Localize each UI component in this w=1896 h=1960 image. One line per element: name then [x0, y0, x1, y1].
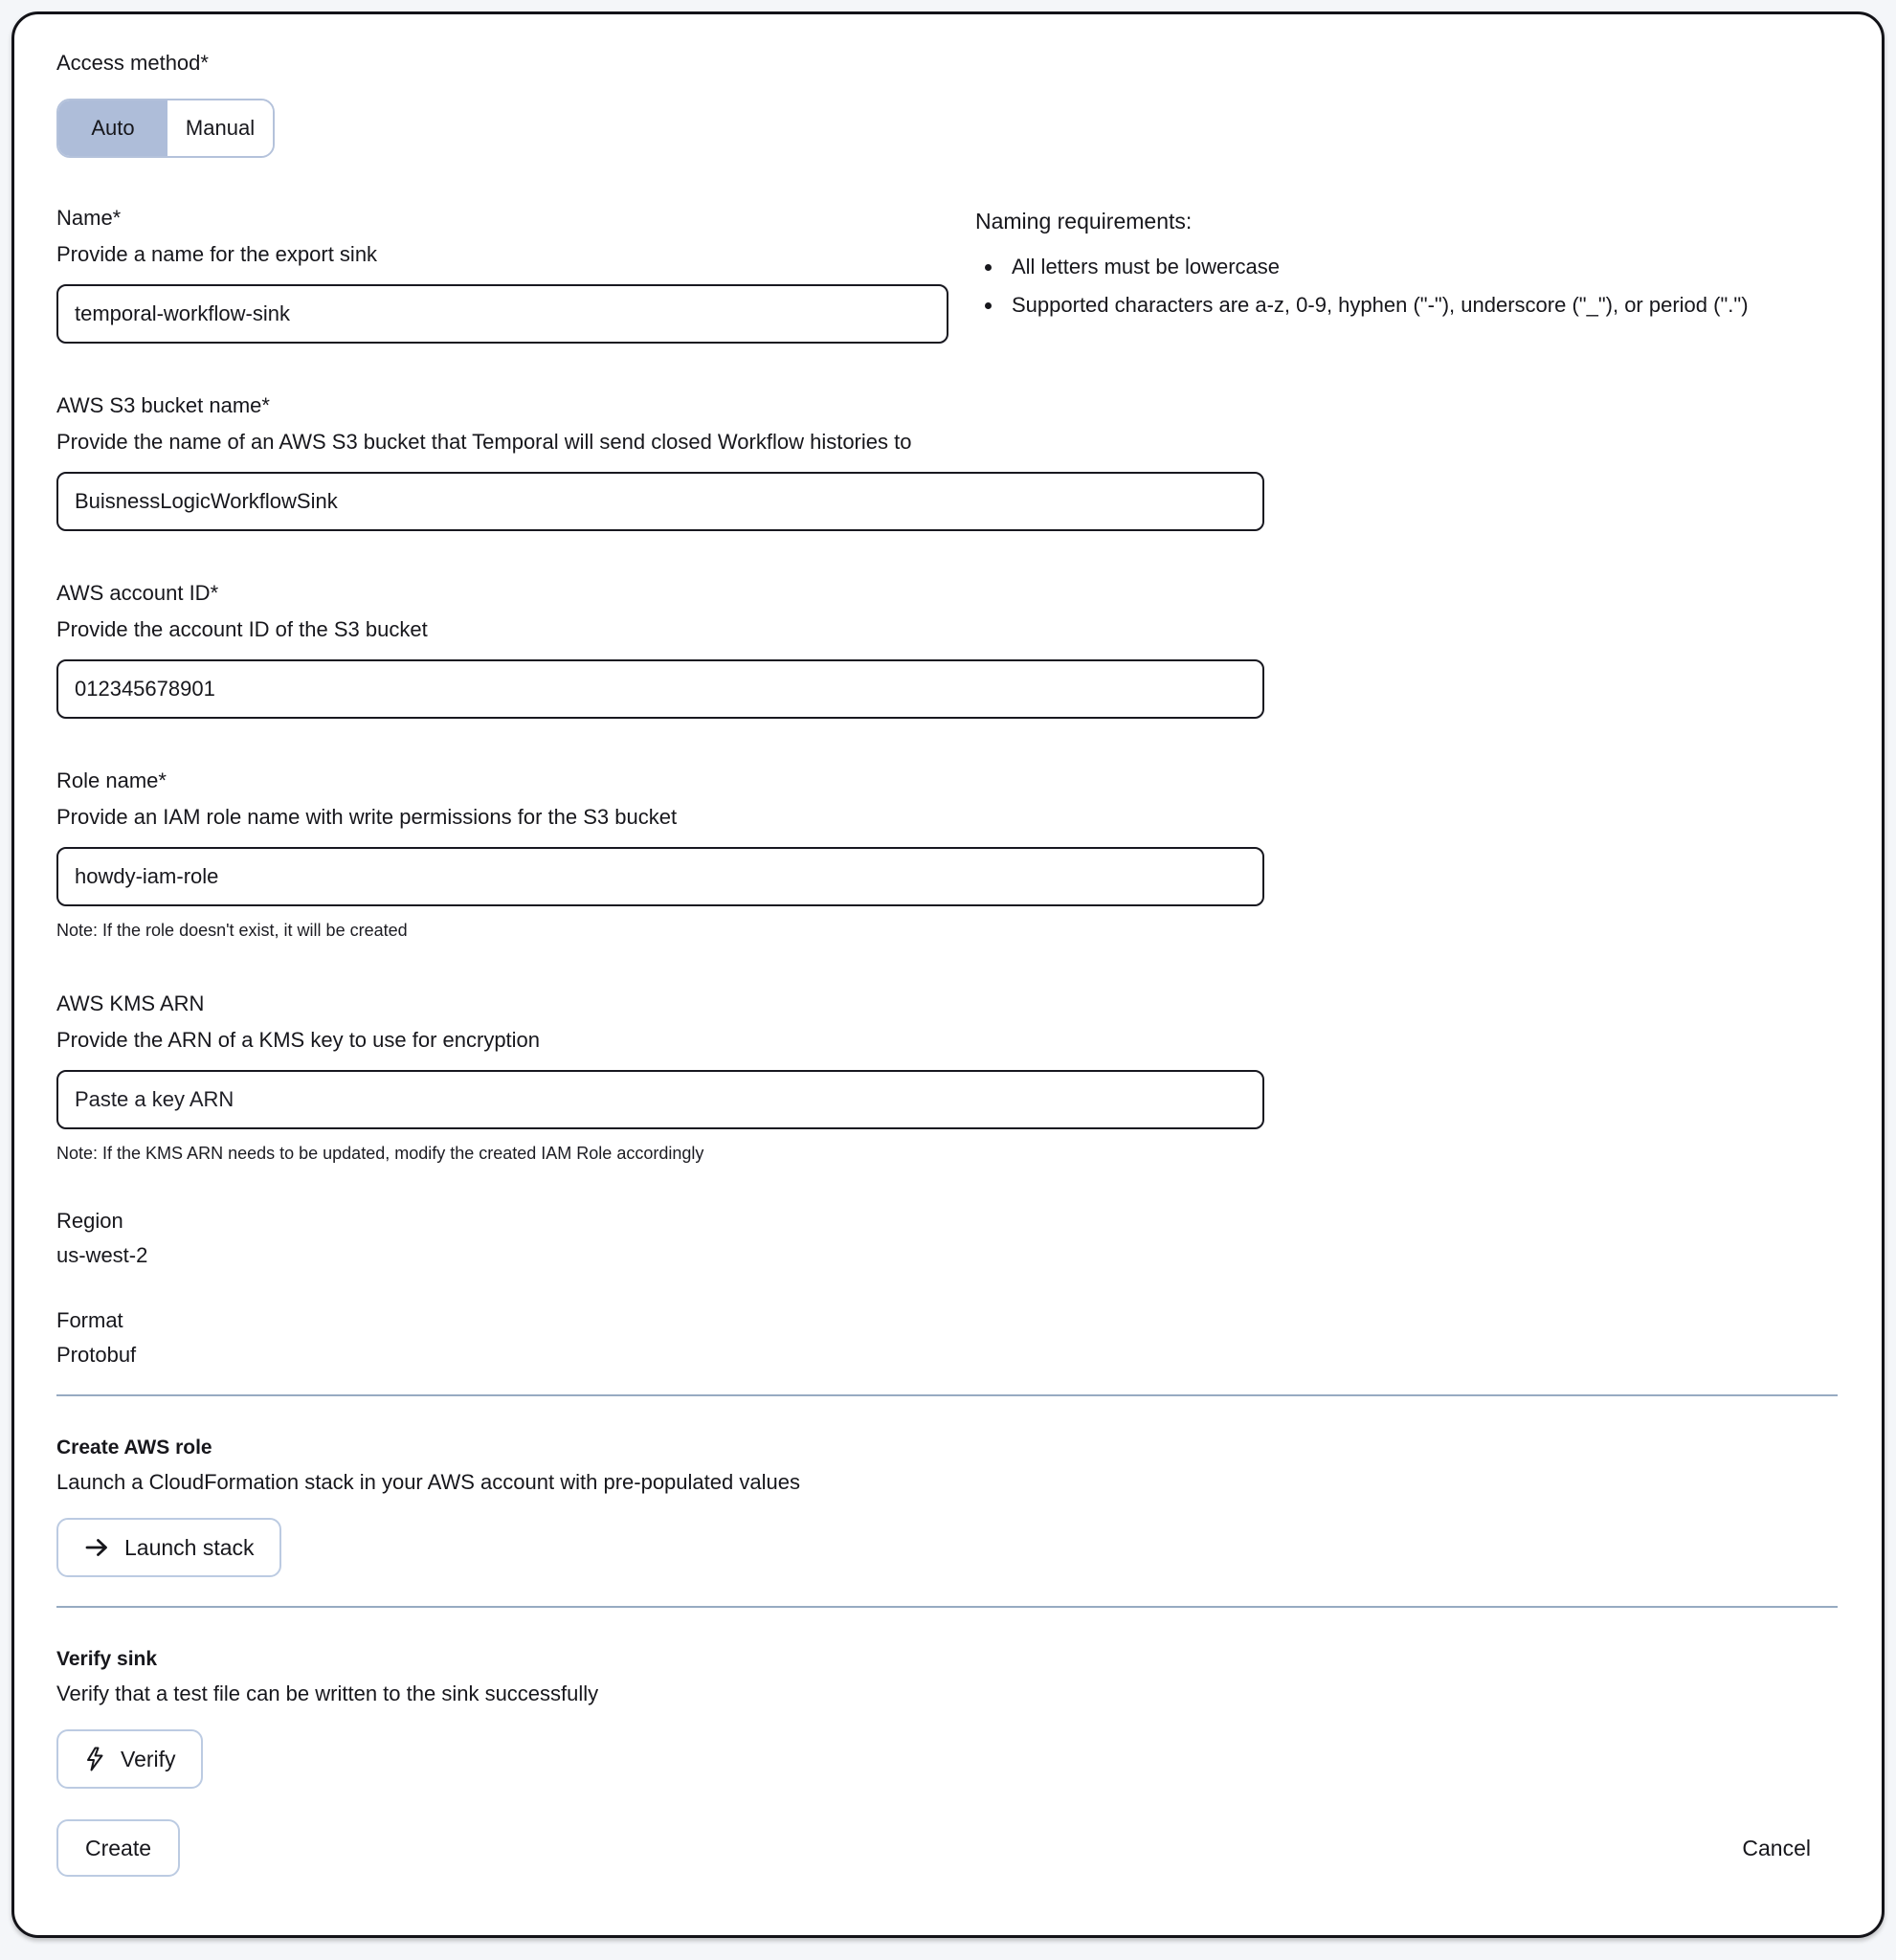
launch-stack-button[interactable] — [56, 1518, 281, 1577]
account-id-label: AWS account ID* — [56, 581, 219, 605]
s3-bucket-input[interactable] — [56, 472, 1264, 531]
create-button[interactable]: Create — [56, 1819, 180, 1877]
verify-button[interactable] — [56, 1729, 203, 1789]
divider — [56, 1394, 1838, 1396]
region-value: us-west-2 — [56, 1243, 148, 1267]
create-aws-role-title: Create AWS role — [56, 1437, 212, 1459]
export-sink-form-card — [11, 11, 1885, 1938]
access-method-option-auto[interactable]: Auto — [58, 100, 167, 156]
verify-button-label: Verify — [121, 1746, 176, 1771]
divider — [56, 1606, 1838, 1608]
s3-bucket-description: Provide the name of an AWS S3 bucket that Temporal will send closed Workflow histories to — [56, 430, 912, 454]
name-input[interactable] — [56, 284, 948, 344]
kms-arn-description: Provide the ARN of a KMS key to use for encryption — [56, 1028, 541, 1052]
format-label: Format — [56, 1308, 123, 1332]
launch-stack-button-label: Launch stack — [124, 1534, 255, 1560]
create-aws-role-description: Launch a CloudFormation stack in your AWS account with pre-populated values — [56, 1470, 800, 1494]
access-method-toggle — [56, 99, 275, 158]
naming-requirement-item: • All letters must be lowercase — [1004, 248, 1838, 286]
account-id-description: Provide the account ID of the S3 bucket — [56, 617, 428, 641]
lightning-icon — [83, 1746, 106, 1772]
arrow-right-icon — [83, 1534, 110, 1561]
verify-sink-title: Verify sink — [56, 1648, 158, 1670]
kms-arn-note: Note: If the KMS ARN needs to be updated, modify the created IAM Role accordingly — [56, 1144, 704, 1163]
cancel-button[interactable]: Cancel — [1742, 1835, 1811, 1860]
role-name-note: Note: If the role doesn't exist, it will be created — [56, 921, 408, 940]
kms-arn-input[interactable] — [56, 1070, 1264, 1129]
role-name-input[interactable] — [56, 847, 1264, 906]
role-name-label: Role name* — [56, 768, 167, 792]
name-label: Name* — [56, 206, 122, 230]
naming-requirements-title: Naming requirements: — [975, 209, 1193, 234]
kms-arn-label: AWS KMS ARN — [56, 991, 205, 1015]
verify-sink-description: Verify that a test file can be written to the sink successfully — [56, 1682, 599, 1705]
region-label: Region — [56, 1209, 123, 1233]
access-method-label: Access method* — [56, 51, 209, 75]
role-name-description: Provide an IAM role name with write permissions for the S3 bucket — [56, 805, 678, 829]
naming-requirement-item: • Supported characters are a-z, 0-9, hyphen ("-"), underscore ("_"), or period (".") — [1004, 286, 1838, 324]
s3-bucket-label: AWS S3 bucket name* — [56, 393, 270, 417]
format-value: Protobuf — [56, 1343, 137, 1367]
access-method-option-manual[interactable]: Manual — [167, 100, 273, 156]
account-id-input[interactable] — [56, 659, 1264, 719]
name-description: Provide a name for the export sink — [56, 242, 378, 266]
naming-requirements-list — [1004, 248, 1838, 324]
